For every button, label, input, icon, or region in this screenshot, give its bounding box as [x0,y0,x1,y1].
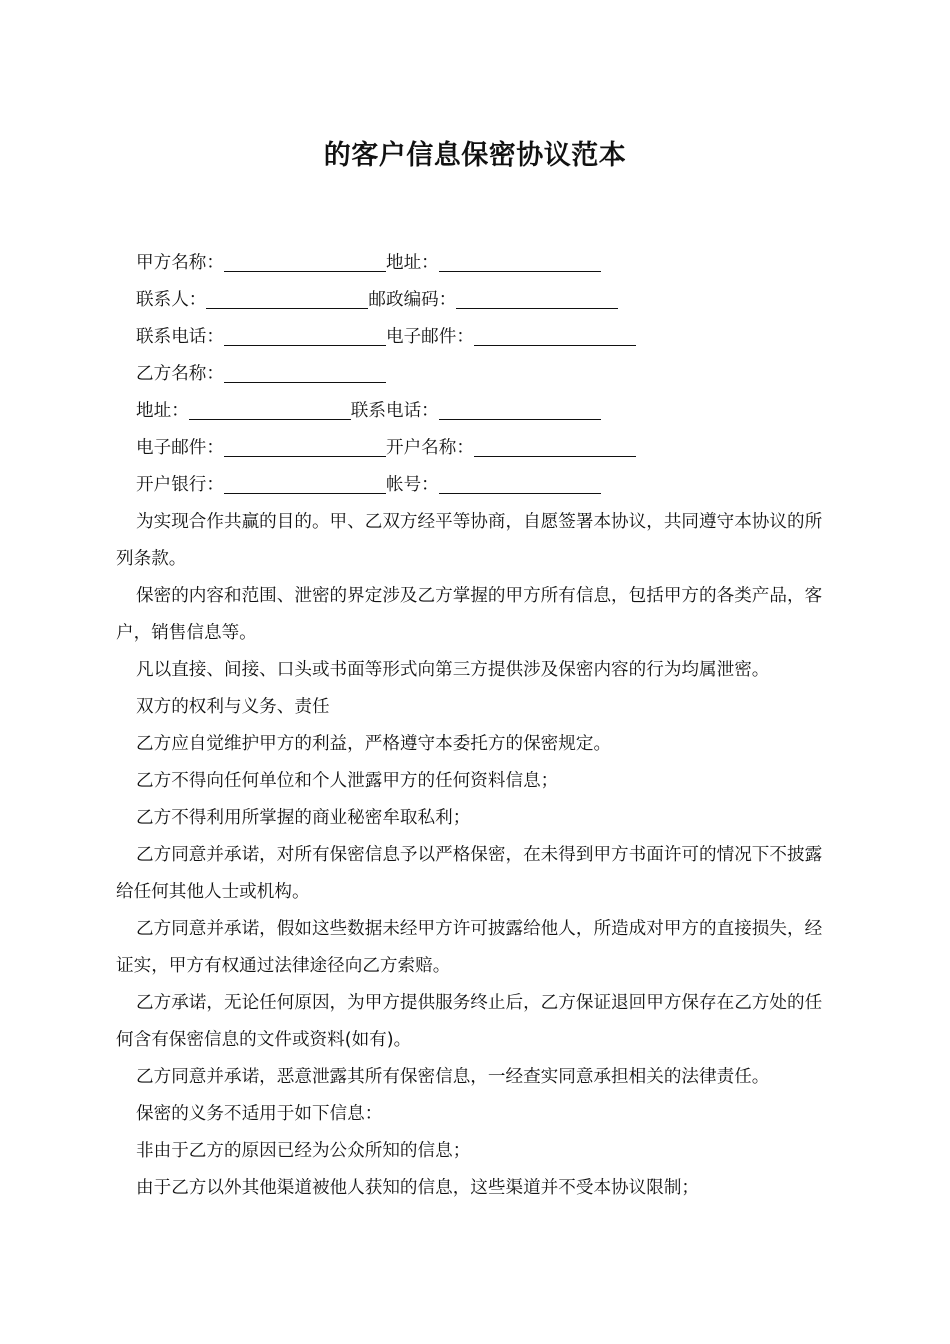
field-label: 电子邮件： [136,438,224,458]
paragraph: 乙方承诺，无论任何原因，为甲方提供服务终止后，乙方保证退回甲方保存在乙方处的任何含有保密信息的文件或资料(如有)。 [116,993,823,1050]
paragraph: 乙方不得利用所掌握的商业秘密牟取私利； [136,808,471,828]
paragraph: 保密的义务不适用于如下信息： [136,1104,383,1124]
blank-line [474,430,636,467]
form-row-party-b-email [116,430,838,467]
field-label: 乙方名称： [136,364,224,384]
field-label: 地址： [136,401,189,421]
field-label: 地址： [385,253,439,273]
paragraph: 凡以直接、间接、口头或书面等形式向第三方提供涉及保密内容的行为均属泄密。 [136,660,770,680]
form-row-party-a-phone [116,319,838,356]
form-row-party-b-name [116,356,838,393]
blank-line [224,467,386,504]
blank-line [224,430,386,467]
blank-line [224,356,386,393]
field-label: 邮政编码： [368,290,457,310]
paragraph: 乙方应自觉维护甲方的利益，严格遵守本委托方的保密规定。 [136,734,612,754]
blank-line [439,393,601,430]
field-label: 甲方名称： [136,253,224,273]
form-row-party-a-name [116,245,838,282]
form-row-party-a-contact [116,282,838,319]
blank-line [439,245,601,282]
paragraph: 保密的内容和范围、泄密的界定涉及乙方掌握的甲方所有信息，包括甲方的各类产品，客户，销售信息等。 [116,586,823,643]
paragraph: 乙方同意并承诺，对所有保密信息予以严格保密，在未得到甲方书面许可的情况下不披露给任何其他人士或机构。 [116,845,823,902]
document-title: 的客户信息保密协议范本 [323,140,627,171]
field-label: 联系电话： [350,401,439,421]
field-label: 开户名称： [385,438,474,458]
section-heading: 双方的权利与义务、责任 [136,697,330,717]
form-row-party-b-bank [116,467,838,504]
form-row-party-b-address [116,393,838,430]
field-label: 电子邮件： [385,327,474,347]
blank-line [474,319,636,356]
paragraph: 非由于乙方的原因已经为公众所知的信息； [136,1141,471,1161]
field-label: 联系电话： [136,327,224,347]
paragraph: 乙方同意并承诺，假如这些数据未经甲方许可披露给他人，所造成对甲方的直接损失，经证实，甲方有权通过法律途径向乙方索赔。 [116,919,823,976]
blank-line [439,467,601,504]
field-label: 帐号： [385,475,439,495]
paragraph: 乙方同意并承诺，恶意泄露其所有保密信息，一经查实同意承担相关的法律责任。 [136,1067,770,1087]
paragraph: 由于乙方以外其他渠道被他人获知的信息，这些渠道并不受本协议限制； [136,1178,700,1198]
blank-line [224,319,386,356]
field-label: 开户银行： [136,475,224,495]
blank-line [224,245,386,282]
paragraph: 为实现合作共赢的目的。甲、乙双方经平等协商，自愿签署本协议，共同遵守本协议的所列条款。 [116,512,823,569]
document-body [116,245,838,1207]
paragraph: 乙方不得向任何单位和个人泄露甲方的任何资料信息； [136,771,559,791]
blank-line [456,282,618,319]
field-label: 联系人： [136,290,207,310]
blank-line [189,393,351,430]
blank-line [206,282,368,319]
